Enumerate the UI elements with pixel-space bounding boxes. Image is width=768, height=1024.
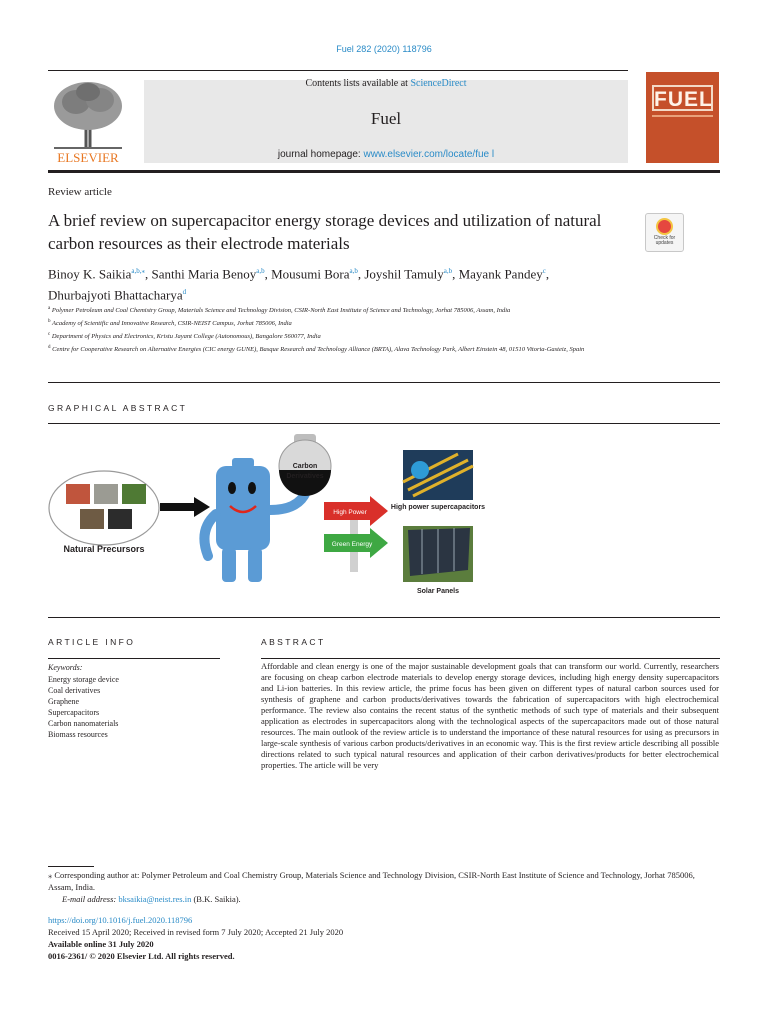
corresponding-author-text: ⁎ Corresponding author at: Polymer Petroleum and Coal Chemistry Group, Materials Science and Technology Division, CSIR-North East Institute of Science and Technology, Jorhat 785006, Assam, India. (48, 870, 695, 892)
contents-prefix: Contents lists available at (305, 78, 411, 89)
article-metadata (48, 914, 720, 962)
author-name[interactable]: Dhurbajyoti Bhattacharya (48, 287, 183, 303)
natural-precursors-label: Natural Precursors (63, 544, 145, 554)
header-rule (48, 70, 628, 71)
crossmark-icon (656, 218, 673, 235)
author-affiliation-mark[interactable]: a,b,⁎ (131, 267, 146, 275)
solar-panel-detail (408, 528, 470, 576)
section-rule (48, 658, 220, 659)
received-dates: Received 15 April 2020; Received in revised form 7 July 2020; Accepted 21 July 2020 (48, 927, 344, 937)
elsevier-logo (48, 78, 128, 164)
header-thick-rule (48, 170, 720, 173)
article-info-heading: ARTICLE INFO (48, 637, 136, 647)
precursor-image (80, 509, 104, 529)
article-type: Review article (48, 186, 112, 198)
email-label: E-mail address: (62, 894, 119, 904)
homepage-prefix: journal homepage: (277, 149, 364, 160)
keyword-item: Biomass resources (48, 730, 108, 739)
article-title: A brief review on supercapacitor energy storage devices and utilization of natural carbon resources as their electrode materials (48, 211, 602, 253)
author-affiliation-mark[interactable]: a,b (349, 267, 358, 275)
section-rule (48, 423, 720, 424)
precursor-image (122, 484, 146, 504)
robot-eye (248, 482, 256, 494)
journal-name: Fuel (370, 109, 402, 128)
keyword-item: Supercapacitors (48, 708, 100, 717)
homepage-link[interactable]: www.elsevier.com/locate/fue l (363, 149, 495, 160)
solar-panels-label: Solar Panels (416, 588, 460, 595)
author-name[interactable]: Joyshil Tamuly (364, 266, 444, 282)
cover-rule (652, 115, 713, 117)
keywords-list (48, 674, 119, 740)
author-affiliation-mark[interactable]: a,b (443, 267, 453, 275)
author-name[interactable]: Binoy K. Saikia (48, 266, 132, 282)
check-for-updates-badge[interactable] (645, 213, 684, 252)
process-arrow-shaft (160, 503, 194, 511)
keyword-item: Carbon nanomaterials (48, 719, 119, 728)
email-suffix: (B.K. Saikia). (191, 894, 241, 904)
journal-cover-image (646, 72, 719, 163)
robot-leg (222, 548, 236, 582)
keyword-item: Coal derivatives (48, 686, 101, 695)
abstract-text: Affordable and clean energy is one of the major sustainable development goals that can transform our world. Currently, researchers are focusing on cheap carbon electrode materials to develop energy storage devices, including high energy density supercapacitors and Li-ion batteries. In this review article, the prime focus has been given on different types of natural carbon sources used for synthesis of graphene and carbon products/derivatives towards the fabrication of supercapacitors with high electrochemical performance. The review also contains the recent status of the synthetic methods of such type of materials and their subsequent application as electrodes in supercapacitors along with the technological aspects of the supercapacitors made out of those natural resources. The main outlook of the review article is to understand the importance of these natural resources for using as precursors in large-scale synthesis of various carbon products/derivatives in an economic way. This is the first review article describing all possible directions related to such typical natural resources and application of their carbon derivatives/products for better electrochemical properties. The article will be very (261, 661, 719, 770)
author-affiliation-mark[interactable]: c (542, 267, 546, 275)
precursor-ellipse (49, 471, 159, 545)
affiliation-item: $^a$ Polymer Petroleum and Coal Chemistry Group, Materials Science and Technology Division, CSIR-North East Institute of Science and Technology, Jorhat 785006, Assam, India (48, 306, 511, 315)
section-rule (48, 382, 720, 383)
contents-line (144, 78, 628, 89)
copyright-line: 0016-2361/ © 2020 Elsevier Ltd. All rights reserved. (48, 951, 235, 961)
robot-eye (228, 482, 236, 494)
process-arrow-head (194, 497, 210, 517)
sciencedirect-link[interactable]: ScienceDirect (410, 78, 467, 89)
keyword-item: Energy storage device (48, 675, 119, 684)
affiliation-item: $^d$ Centre for Cooperative Research on Alternative Energies (CIC energy GUNE), Basque Research and Technology Alliance (BRTA), Alava Technology Park, Albert Einstein 48, 01510 Vitoria-Gasteiz, Spain (48, 345, 585, 354)
supercapacitors-label: High power supercapacitors (390, 504, 486, 511)
graphical-abstract-heading: GRAPHICAL ABSTRACT (48, 403, 188, 413)
high-power-label: High Power (333, 509, 367, 516)
section-rule (48, 617, 720, 618)
robot-leg (248, 548, 262, 582)
journal-reference-link[interactable]: Fuel 282 (2020) 118796 (336, 44, 432, 54)
elsevier-wordmark: ELSEVIER (57, 150, 119, 164)
section-rule (261, 658, 720, 659)
email-link[interactable]: bksaikia@neist.res.in (118, 894, 192, 904)
journal-homepage (144, 149, 628, 160)
keywords-label: Keywords: (48, 663, 83, 672)
doi-link[interactable]: https://doi.org/10.1016/j.fuel.2020.118796 (48, 915, 193, 925)
carbon-derivatives-label: Carbon (292, 463, 318, 470)
email-line (48, 893, 720, 905)
affiliation-item: $^b$ Academy of Scientific and Innovative Research, CSIR-NEIST Campus, Jorhat 785006, India (48, 319, 292, 328)
keyword-item: Graphene (48, 697, 80, 706)
precursor-image (94, 484, 118, 504)
abstract-heading: ABSTRACT (261, 637, 326, 647)
affiliations (48, 303, 638, 356)
author-name[interactable]: Mayank Pandey (458, 266, 543, 282)
supercapacitor-detail (411, 461, 429, 479)
affiliation-item: $^c$ Department of Physics and Electronics, Kristu Jayant College (Autonomous), Bangalore 560077, India (48, 332, 321, 341)
available-online: Available online 31 July 2020 (48, 939, 154, 949)
precursor-image (66, 484, 90, 504)
robot-body (216, 466, 270, 550)
precursor-image (108, 509, 132, 529)
footnote-rule (48, 866, 94, 867)
author-name[interactable]: Mousumi Bora (271, 266, 350, 282)
cover-title: FUEL (652, 85, 713, 111)
robot-arm (204, 514, 216, 556)
green-energy-label: Green Energy (331, 541, 373, 548)
author-list: Binoy K. Saikia$^{a,b,⁎}$, Santhi Maria Benoy$^{a,b}$, Mousumi Bora$^{a,b}$, Joyshil Tamuly$^{a,b}$, Mayank Pandey$^c$, Dhurbajyoti Bhattacharya$^d$ (48, 266, 550, 303)
author-name[interactable]: Santhi Maria Benoy (151, 266, 257, 282)
author-affiliation-mark[interactable]: a,b (256, 267, 265, 275)
corresponding-author-footnote (48, 869, 720, 905)
graphical-abstract-figure (48, 430, 488, 598)
carbon-derivatives-label: Derivatives (286, 473, 324, 480)
author-affiliation-mark[interactable]: d (182, 288, 187, 297)
crossmark-label: Check for updates (653, 235, 676, 246)
